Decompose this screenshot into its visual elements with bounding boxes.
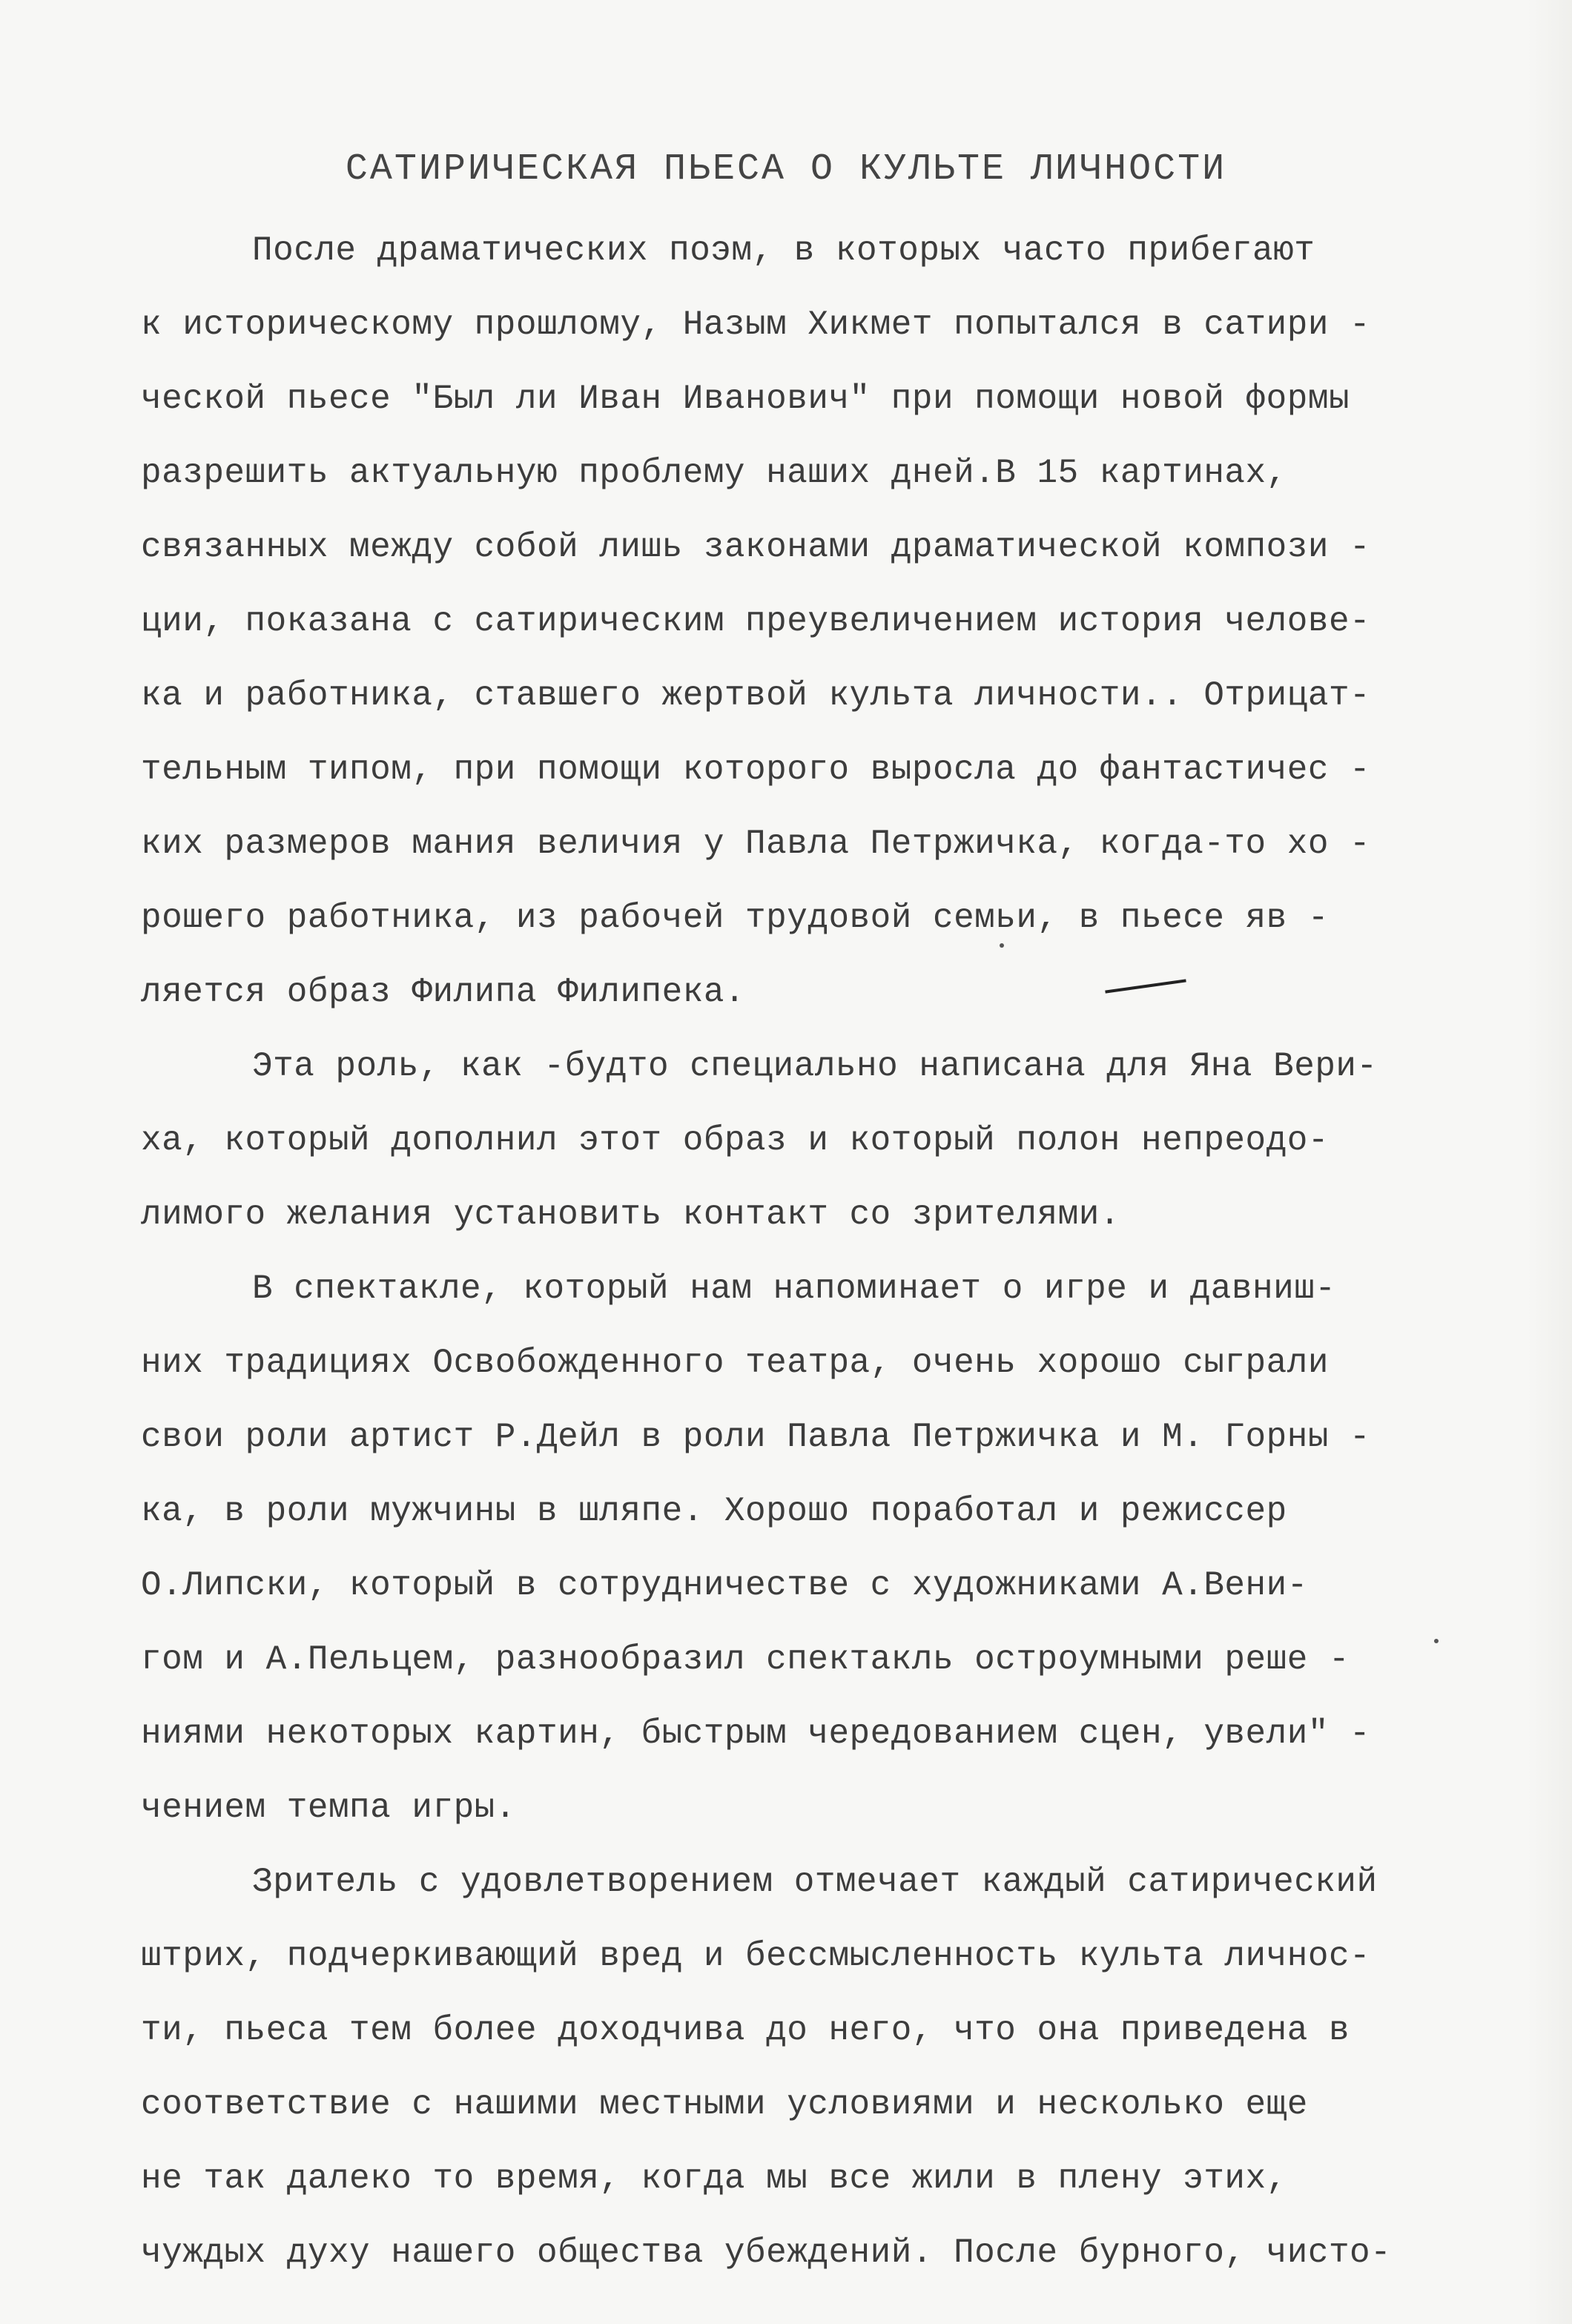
document-title: САТИРИЧЕСКАЯ ПЬЕСА О КУЛЬТЕ ЛИЧНОСТИ	[345, 148, 1227, 191]
text-line: ниями некоторых картин, быстрым чередованием сцен, увели" -	[141, 1714, 1371, 1753]
text-line: ка и работника, ставшего жертвой культа личности.. Отрицат-	[141, 676, 1371, 715]
text-line: свои роли артист Р.Дейл в роли Павла Петржичка и М. Горны -	[141, 1418, 1371, 1456]
page-edge-shadow	[1528, 0, 1572, 2324]
ink-dot	[1434, 1639, 1439, 1643]
text-line: Эта роль, как -будто специально написана для Яна Вери-	[252, 1047, 1378, 1086]
text-line: рошего работника, из рабочей трудовой семьи, в пьесе яв -	[141, 899, 1329, 937]
text-line: ляется образ Филипа Филипека.	[141, 973, 746, 1011]
text-line: разрешить актуальную проблему наших дней.В 15 картинах,	[141, 454, 1287, 492]
text-line: ти, пьеса тем более доходчива до него, что она приведена в	[141, 2011, 1350, 2050]
text-line: них традициях Освобожденного театра, очень хорошо сыграли	[141, 1344, 1329, 1382]
text-line: связанных между собой лишь законами драматической компози -	[141, 528, 1371, 567]
text-line: ких размеров мания величия у Павла Петржичка, когда-то хо -	[141, 825, 1371, 863]
text-line: тельным типом, при помощи которого выросла до фантастичес -	[141, 750, 1371, 789]
text-line: гом и А.Пельцем, разнообразил спектакль остроумными реше -	[141, 1640, 1350, 1679]
text-line: Зритель с удовлетворением отмечает каждый сатирический	[252, 1863, 1378, 1901]
text-line: лимого желания установить контакт со зрителями.	[141, 1195, 1120, 1234]
text-line: После драматических поэм, в которых часто прибегают	[252, 231, 1315, 270]
text-line: чуждых духу нашего общества убеждений. После бурного, чисто-	[141, 2234, 1392, 2272]
text-line: В спектакле, который нам напоминает о игре и давниш-	[252, 1270, 1336, 1308]
text-line: О.Липски, который в сотрудничестве с художниками А.Вени-	[141, 1566, 1308, 1605]
text-line: не так далеко то время, когда мы все жили в плену этих,	[141, 2159, 1287, 2198]
text-line: к историческому прошлому, Назым Хикмет попытался в сатири -	[141, 306, 1371, 344]
text-line: штрих, подчеркивающий вред и бессмысленность культа личнос-	[141, 1937, 1371, 1975]
text-line: ка, в роли мужчины в шляпе. Хорошо поработал и режиссер	[141, 1492, 1287, 1531]
text-line: ции, показана с сатирическим преувеличением история челове-	[141, 602, 1371, 641]
ink-dot	[1000, 943, 1004, 948]
text-line: чением темпа игры.	[141, 1789, 516, 1827]
text-line: ха, который дополнил этот образ и который полон непреодо-	[141, 1121, 1329, 1160]
text-line: ческой пьесе "Был ли Иван Иванович" при помощи новой формы	[141, 380, 1350, 418]
pen-mark	[1105, 979, 1186, 993]
text-line: соответствие с нашими местными условиями и несколько еще	[141, 2085, 1308, 2124]
